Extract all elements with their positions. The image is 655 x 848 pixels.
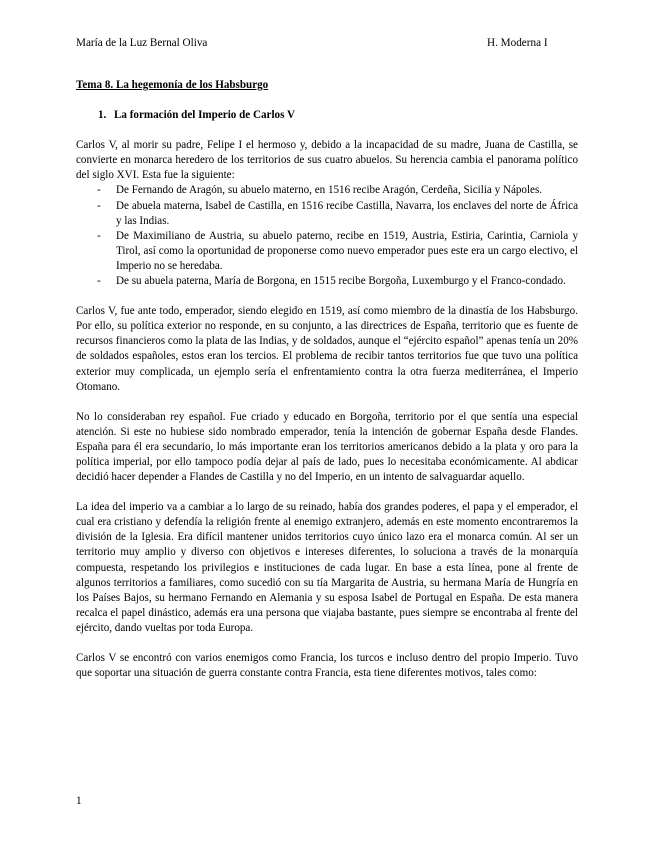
section-heading [76, 108, 578, 123]
header-author: María de la Luz Bernal Oliva [76, 37, 208, 49]
list-item-text: De Fernando de Aragón, su abuelo materno, en 1516 recibe Aragón, Cerdeña, Sicilia y Nápoles. [116, 184, 543, 197]
paragraph: No lo consideraban rey español. Fue criado y educado en Borgoña, territorio por el que sentía una especial atención. Si este no hubiese sido nombrado emperador, tenía la intención de gobernar España desde Flandes. España para él era secundario, lo más importante eran los territorios americanos debido a la plata y oro para la política imperial, por ello tampoco podía dejar al país de lado, pues lo necesitaba económicamente. Al abdicar decidió hacer depender a Flandes de Castilla y no del Imperio, en un intento de salvaguardar aquello. [76, 410, 578, 484]
bullet-dash: - [97, 229, 101, 242]
header-course: H. Moderna I [487, 37, 548, 49]
bullet-dash: - [97, 184, 101, 197]
paragraph: Carlos V se encontró con varios enemigos como Francia, los turcos e incluso dentro del propio Imperio. Tuvo que soportar una situación de guerra constante contra Francia, esta tiene diferentes motivos, tales como: [76, 652, 578, 680]
paragraph: La idea del imperio va a cambiar a lo largo de su reinado, había dos grandes poderes, el papa y el emperador, el cual era cristiano y defendía la religión frente al enemigo extranjero, además en este momento encontraremos la división de la Iglesia. Era difícil mantener unidos territorios cuyo único lazo era el monarca común. Al ser un territorio muy amplio y diverso con objetivos e intereses diferentes, lo soluciona a través de la monarquía compuesta, respetando los privilegios e instituciones de cada lugar. En base a esta línea, pone al frente de algunos territorios a familiares, como sucedió con su tía Margarita de Austria, su hermana María de Hungría en los Países Bajos, su hermano Fernando en Alemania y su esposa Isabel de Portugal en España. De esta manera recalca el papel dinástico, además era una persona que viajaba bastante, pues siempre se encontraba al frente del ejército, dando vueltas por toda Europa. [76, 501, 578, 634]
bullet-dash: - [97, 199, 101, 212]
list-item-text: De abuela materna, Isabel de Castilla, en 1516 recibe Castilla, Navarra, los enclaves del norte de África y las Indias. [116, 199, 578, 227]
list-item [76, 274, 578, 289]
list-item [76, 199, 578, 229]
document-body [76, 78, 578, 681]
paragraph: Carlos V, fue ante todo, emperador, siendo elegido en 1519, así como miembro de la dinastía de los Habsburgo. Por ello, su política exterior no responde, en su conjunto, a las directrices de España, territorio que es fuente de recursos financieros como la plata de las Indias, y de soldados, aunque el “ejército español” apenas tenía un 20% de soldados españoles, estos eran los tercios. El problema de recibir tantos territorios fue que tuvo una política exterior muy complicada, un ejemplo sería el enfrentamiento contra la otra fuerza mediterránea, el Imperio Otomano. [76, 305, 578, 393]
list-item [76, 183, 578, 198]
bullet-dash: - [97, 275, 101, 288]
list-item [76, 229, 578, 274]
document-title: Tema 8. La hegemonía de los Habsburgo [76, 79, 269, 91]
intro-paragraph: Carlos V, al morir su padre, Felipe I el hermoso y, debido a la incapacidad de su madre, Juana de Castilla, se convierte en monarca heredero de los territorios de sus cuatro abuelos. Su herencia cambia el panorama político del siglo XVI. Esta fue la siguiente: [76, 139, 578, 182]
section-number: 1. [98, 109, 107, 122]
inheritance-list [76, 183, 578, 289]
section-label: La formación del Imperio de Carlos V [114, 109, 295, 122]
page-number: 1 [76, 795, 82, 807]
list-item-text: De Maximiliano de Austria, su abuelo paterno, recibe en 1519, Austria, Estiria, Carintia, Carniola y Tirol, así como la oportunidad de proponerse como nuevo emperador pues este era un cargo electivo, el Imperio no se heredaba. [116, 229, 578, 272]
list-item-text: De su abuela paterna, María de Borgona, en 1515 recibe Borgoña, Luxemburgo y el Franco-condado. [116, 275, 566, 288]
